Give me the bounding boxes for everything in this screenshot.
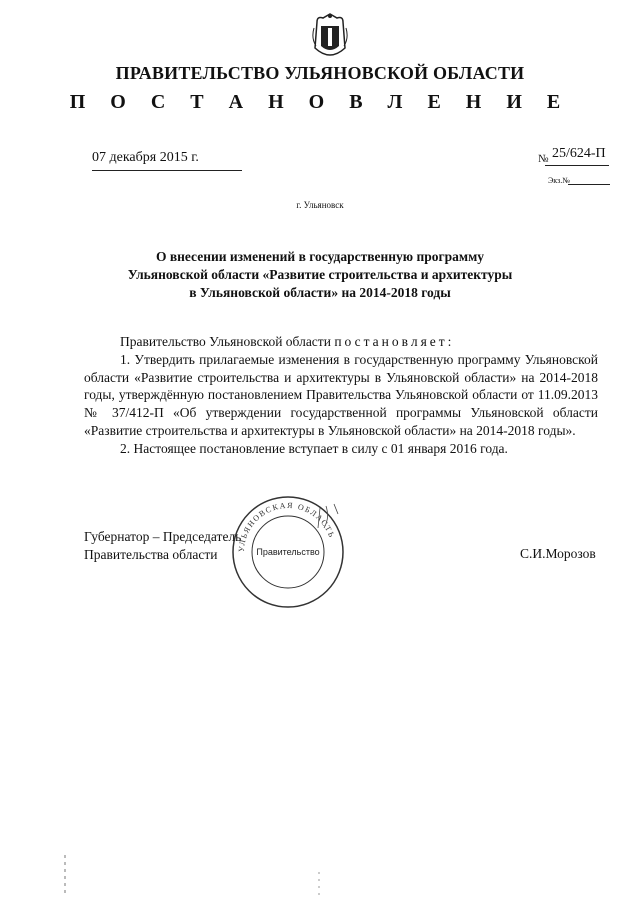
city-name: г. Ульяновск [296, 200, 344, 210]
date-underline [92, 170, 242, 171]
document-number: 25/624-П [552, 146, 606, 161]
intro-decree-word: постановляет: [334, 334, 455, 349]
heading-line-1: О внесении изменений в государственную программу [155, 249, 485, 264]
signatory-title-line-2: Правительства области [84, 547, 218, 562]
heading-line-2: Ульяновской области «Развитие строительства и архитектуры [127, 267, 513, 282]
document-heading [80, 248, 560, 302]
item-2: 2. Настоящее постановление вступает в силу с 01 января 2016 года. [120, 440, 508, 456]
heading-line-3: в Ульяновской области» на 2014-2018 годы [189, 285, 451, 300]
document-type: П О С Т А Н О В Л Е Н И Е [69, 91, 571, 113]
signatory-title [84, 528, 241, 564]
document-date: 07 декабря 2015 г. [92, 150, 199, 165]
document-body [84, 333, 598, 458]
item-1: 1. Утвердить прилагаемые изменения в государственную программу Ульяновской области «Развитие строительства и архитектуры в Ульяновской области» на 2014-2018 годы, утверждённую постановлением Правительства Ульяновской области от 11.09.2013 № 37/412-П «Об утверждении государственной программы Ульяновской области «Развитие строительства и архитектуры в Ульяновской области» на 2014-2018 годы». [84, 351, 598, 438]
number-prefix: № [538, 153, 549, 165]
seal-outer-text: УЛЬЯНОВСКАЯ ОБЛАСТЬ [236, 500, 337, 553]
signature-scribble-icon [300, 498, 360, 538]
government-title: ПРАВИТЕЛЬСТВО УЛЬЯНОВСКОЙ ОБЛАСТИ [115, 63, 525, 83]
copy-label: Экз.№ [548, 176, 570, 185]
signatory-name: С.И.Морозов [520, 546, 596, 561]
coat-of-arms-icon [311, 12, 349, 64]
signatory-title-line-1: Губернатор – Председатель [84, 529, 242, 544]
intro-text: Правительство Ульяновской области [120, 334, 331, 349]
intro-paragraph [84, 333, 598, 351]
scan-mark-icon [64, 855, 66, 895]
scan-mark-icon-2 [318, 872, 320, 896]
number-underline [545, 165, 609, 166]
copy-underline [568, 184, 610, 185]
seal-center-text: Правительство [256, 547, 320, 557]
